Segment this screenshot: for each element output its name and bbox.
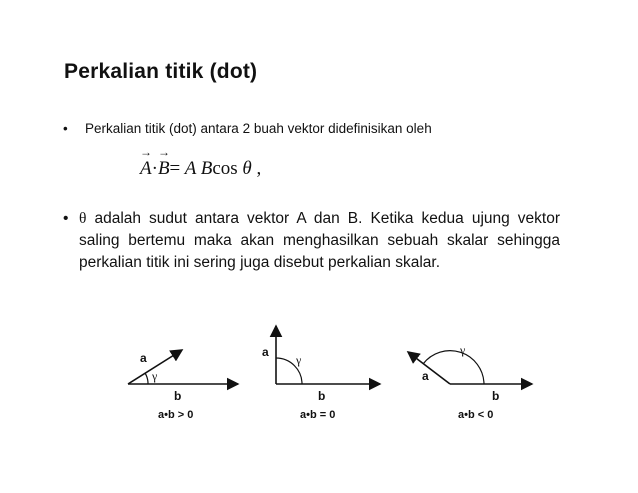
slide-title: Perkalian titik (dot)	[64, 60, 258, 83]
theta-symbol: θ	[79, 210, 87, 227]
vector-a-label: a	[422, 369, 429, 383]
diagram-caption: a•b > 0	[158, 409, 194, 421]
dot-product-formula	[140, 158, 261, 180]
vector-a-symbol: → A	[140, 158, 152, 180]
diagram-caption: a•b < 0	[458, 409, 494, 421]
angle-label: γ	[460, 343, 466, 357]
bullet-marker: •	[63, 210, 69, 227]
theta-symbol: θ	[242, 158, 252, 179]
bullet-definition	[63, 120, 583, 138]
formula-comma: ,	[256, 158, 262, 179]
dot-operator: ·	[151, 158, 158, 179]
angle-arc	[145, 373, 148, 384]
obtuse-angle-figure	[398, 322, 538, 432]
angle-label: γ	[152, 369, 158, 383]
bullet-explanation-body: adalah sudut antara vektor A dan B. Ketika kedua ujung vektor saling bertemu maka akan menghasilkan sebuah skalar sehingga perkalian titik ini sering juga disebut perkalian skalar.	[79, 210, 560, 271]
vector-b-label: b	[492, 389, 500, 403]
diagram-caption: a•b = 0	[300, 409, 336, 421]
equals-sign: =	[169, 158, 181, 179]
vector-a-arrow	[408, 352, 450, 384]
bullet-marker: •	[63, 121, 68, 136]
bullet-explanation-text	[63, 208, 560, 274]
vector-b-label: b	[318, 389, 326, 403]
vector-a-label: a	[140, 351, 147, 365]
bullet-definition-text: Perkalian titik (dot) antara 2 buah vektor didefinisikan oleh	[85, 121, 432, 136]
diagram-right-angle	[258, 322, 388, 432]
vector-a-label: a	[262, 345, 269, 359]
acute-angle-figure	[118, 322, 248, 432]
angle-arc	[423, 351, 484, 384]
right-angle-figure	[258, 322, 388, 432]
bullet-explanation	[63, 208, 560, 274]
diagram-obtuse-angle	[398, 322, 538, 432]
angle-label: γ	[296, 353, 302, 367]
magnitude-product: A B	[184, 158, 213, 179]
vector-b-label: b	[174, 389, 182, 403]
cos-function: cos	[212, 158, 238, 179]
diagram-acute-angle	[118, 322, 248, 432]
vector-b-symbol: → B	[158, 158, 170, 180]
